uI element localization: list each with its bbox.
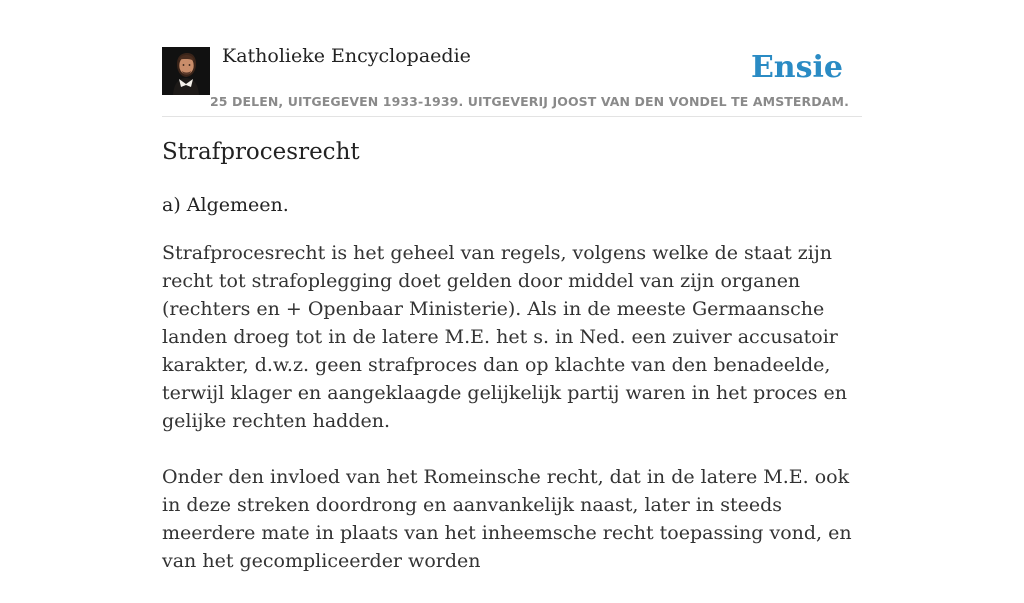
article-paragraph: Strafprocesrecht is het geheel van regels, volgens welke de staat zijn recht tot strafoplegging doet gelden door middel van zijn organen (rechters en + Openbaar Ministerie). Als in de meeste Germaansche landen droeg tot in de latere M.E. het s. in Ned. een zuiver accusatoir karakter, d.w.z. geen strafproces dan op klachte van den benadeelde, terwijl klager en aangeklaagde gelijkelijk partij waren in het proces en gelijke rechten hadden.	[162, 242, 847, 432]
publication-header	[162, 0, 862, 117]
ensie-logo-link[interactable]: Ensie	[750, 50, 843, 85]
section-heading: a) Algemeen.	[162, 194, 289, 216]
article-paragraph: Onder den invloed van het Romeinsche recht, dat in de latere M.E. ook in deze streken doordrong en aanvankelijk naast, later in steeds meerdere mate in plaats van het inheemsche recht toepassing vond, en van het gecompliceerder worden	[162, 466, 852, 572]
article-title: Strafprocesrecht	[162, 139, 360, 165]
article-body	[162, 239, 862, 603]
page-container	[162, 0, 862, 572]
publication-title[interactable]: Katholieke Encyclopaedie	[222, 45, 471, 67]
publication-subtitle: 25 DELEN, UITGEGEVEN 1933-1939. UITGEVERIJ JOOST VAN DEN VONDEL TE AMSTERDAM.	[210, 94, 849, 109]
portrait-avatar-icon[interactable]	[162, 47, 210, 95]
